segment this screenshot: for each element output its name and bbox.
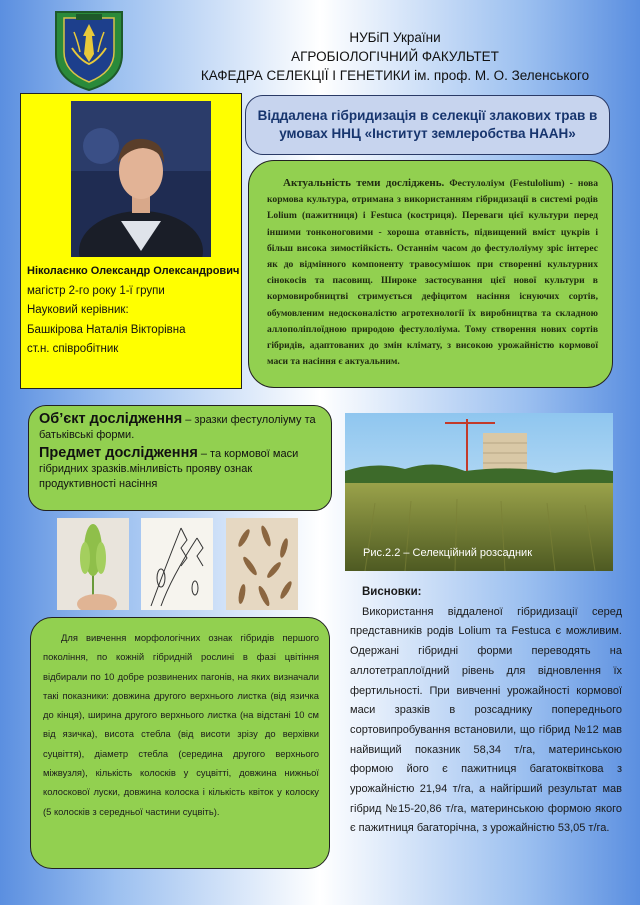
header (150, 28, 640, 85)
author-name: Ніколаєнко Олександр Олександрович (27, 265, 240, 277)
relevance-lead: Актуальність теми досліджень. (283, 177, 445, 189)
object-subject-section (28, 405, 332, 511)
supervisor-label: Науковий керівник: (27, 304, 129, 316)
relevance-text: Фестулоліум (Festulolium) - нова кормова культура, отримана з використанням гібридизації в системі родів Lolium (пажитниця) і Festuca (костриця). Переваги цієї культури перед іншими тонконоговими - хороша отавність, підвищений вміст цукрів і більш висока зимостійкість. Останнім часом до фестулоліуму зріс інтерес як до відмінного компоненту травосумішок при створенні культурних сінокосів та пасовищ. Широке застосування цієї нової культури в кормовиробництві стримується дефіцитом насіння існуючих сортів, обумовленим недосконалістю агротехнології їх виробництва та складною аллополіплоїдною природою фестулоліума. Тому створення нових сортів гібридів, адаптованих до змін клімату, з високою урожайністю кормової маси та насіння є актуальним. (267, 178, 598, 368)
supervisor-name: Башкірова Наталія Вікторівна (27, 323, 186, 336)
author-status: магістр 2-го року 1-ї групи (27, 284, 165, 297)
conclusions-section (350, 583, 622, 839)
poster-title: Віддалена гібридизація в селекції злакових трав в умовах ННЦ «Інститут землеробства НААН» (245, 95, 610, 155)
seeds-photo (226, 518, 298, 610)
botanical-drawing (141, 518, 213, 610)
university-logo (50, 8, 128, 92)
breeding-nursery-photo (345, 413, 613, 571)
subject-text: – та кормової маси гібридних зразків.мінливість прояву ознак продуктивності насіння (39, 448, 299, 490)
conclusions-text: Використання віддаленої гібридизації серед представників родів Lolium та Festuca є можливим. Одержані гібридні форми переводять на аллотетраплоїдний рівень для відновлення їх фертильності. При вивченні урожайності кормової маси зразків в розсаднику попереднього сортовипробування встановили, що гібрид №12 мав найвищий показник 58,34 т/га, материнською формою його є пажитниця багатоквіткова з урожайністю 21,94 т/га, а найгірший результат мав гібрид №15-20,86 т/га, материнською формою якого є пажитниця багаторічна, з урожайністю 53,05 т/га. (350, 605, 622, 835)
supervisor-position: ст.н. співробітник (27, 343, 119, 355)
subject-label: Предмет дослідження (39, 445, 198, 461)
relevance-section (248, 160, 613, 388)
grass-spike-photo (57, 518, 129, 610)
object-label: Об’єкт дослідження (39, 411, 183, 427)
author-info (27, 262, 239, 360)
figure-caption: Рис.2.2 – Селекційний розсадник (363, 547, 533, 559)
methods-section: Для вивчення морфологічних ознак гібридів першого покоління, по кожній гібридній рослині в фазі цвітіння відбирали по 10 добре розвинених пагонів, на яких визначали такі показники: довжина другого верхнього листка (від язичка до кінця), ширина другого верхнього листка (на відстані 10 см від язичка), висота стебла (від висоти зрізу до верхівки суцвіття), діаметр стебла (середина другого верхнього міжвузля), кількість колосків у суцвітті, довжина нижньої колоскової луски, довжина колоска і кількість квіток у колоску (5 колосків з середньої частини суцвіть). (30, 617, 330, 869)
conclusions-title: Висновки: (362, 586, 422, 598)
author-card (20, 93, 242, 389)
faculty-name: АГРОБІОЛОГІЧНИЙ ФАКУЛЬТЕТ (291, 49, 499, 64)
department-name: КАФЕДРА СЕЛЕКЦІЇ І ГЕНЕТИКИ ім. проф. М. О. Зеленського (200, 68, 590, 83)
university-name: НУБіП України (349, 30, 441, 45)
object-text: – зразки фестулоліуму та батьківські форми. (39, 414, 316, 441)
author-photo (71, 101, 211, 257)
